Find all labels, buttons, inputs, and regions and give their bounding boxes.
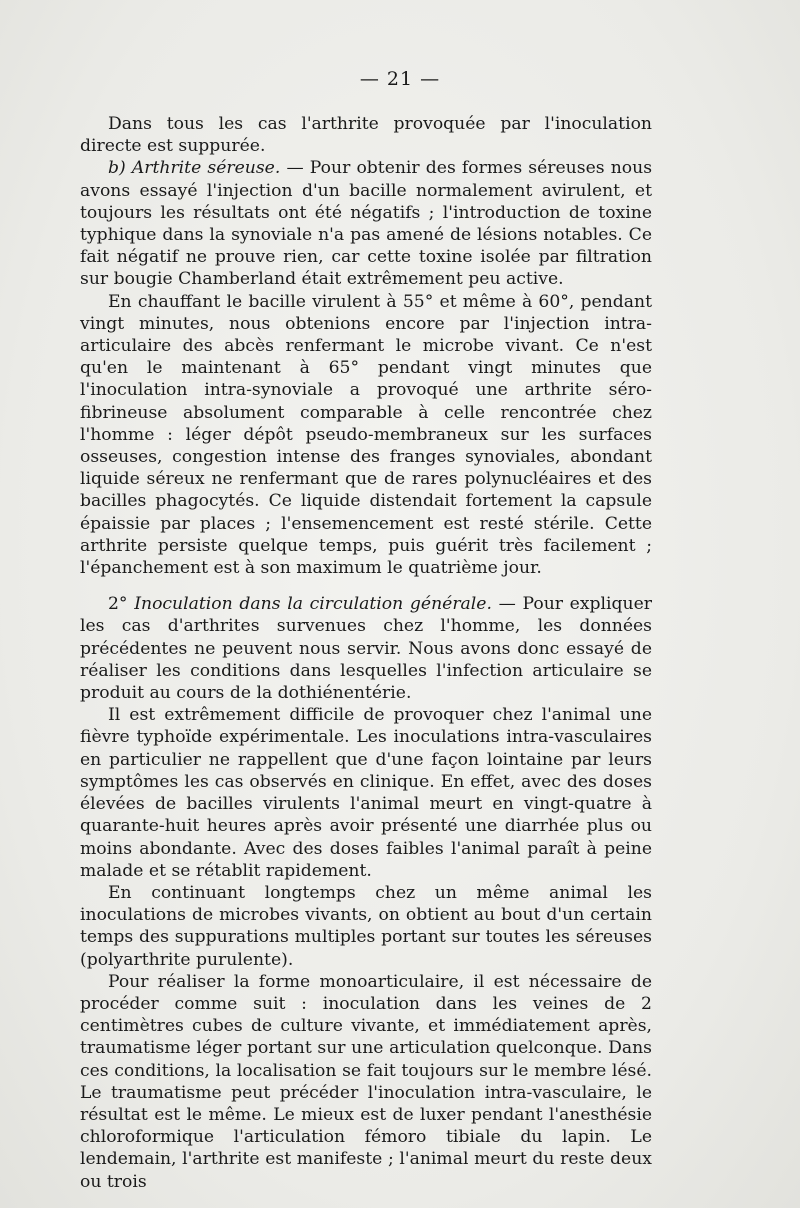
paragraph-4: [80, 593, 652, 704]
paragraph-4-text: — Pour expliquer les cas d'arthrites survenues chez l'homme, les données précédentes ne peuvent nous servir. Nous avons donc essayé de réaliser les conditions dans lesquelles l'infection articulaire se produit au cours de la dothiénentérie.: [80, 594, 652, 704]
paragraph-6: [80, 882, 652, 971]
paragraph-2: [80, 157, 652, 290]
paragraph-3: [80, 291, 652, 580]
paragraph-1-text: Dans tous les cas l'arthrite provoquée par l'inoculation directe est suppurée.: [80, 114, 652, 157]
paragraph-5: [80, 704, 652, 882]
section-heading-arthrite-sereuse: b) Arthrite séreuse.: [108, 158, 281, 179]
paragraph-5-text: Il est extrêmement difficile de provoquer chez l'animal une fièvre typhoïde expérimentale. Les inoculations intra-vasculaires en particulier ne rappellent que d'une façon lointaine par leurs symptômes les cas observés en clinique. En effet, avec des doses élevées de bacilles virulents l'animal meurt en vingt-quatre à quarante-huit heures après avoir présenté une diarrhée plus ou moins abondante. Avec des doses faibles l'animal paraît à peine malade et se rétablit rapidement.: [80, 705, 652, 881]
paragraph-7: [80, 971, 652, 1193]
paragraph-7-text: Pour réaliser la forme monoarticulaire, il est nécessaire de procéder comme suit : inoculation dans les veines de 2 centimètres cubes de culture vivante, et immédiatement après, traumatisme léger portant sur une articulation quelconque. Dans ces conditions, la localisation se fait toujours sur le membre lésé. Le traumatisme peut précéder l'inoculation intra-vasculaire, le résultat est le même. Le mieux est de luxer pendant l'anesthésie chloroformique l'articulation fémoro tibiale du lapin. Le lendemain, l'arthrite est manifeste ; l'animal meurt du reste deux ou trois: [80, 971, 652, 1192]
paragraph-2-text: — Pour obtenir des formes séreuses nous avons essayé l'injection d'un bacille normalement avirulent, et toujours les résultats ont été négatifs ; l'introduction de toxine typhique dans la synoviale n'a pas amené de lésions notables. Ce fait négatif ne prouve rien, car cette toxine isolée par filtration sur bougie Chamberland était extrêmement peu active.: [80, 158, 653, 290]
page-number: — 21 —: [359, 68, 441, 90]
section-number: 2°: [108, 594, 128, 615]
paragraph-1: [80, 113, 652, 157]
paragraph-6-text: En continuant longtemps chez un même animal les inoculations de microbes vivants, on obtient au bout d'un certain temps des suppurations multiples portant sur toutes les séreuses (polyarthrite purulente).: [80, 882, 652, 970]
body-text: [80, 113, 652, 1193]
section-heading-inoculation-circulation: Inoculation dans la circulation générale.: [134, 594, 492, 615]
paragraph-3-text: En chauffant le bacille virulent à 55° et même à 60°, pendant vingt minutes, nous obtenions encore par l'injection intra-articulaire des abcès renfermant le microbe vivant. Ce n'est qu'en le maintenant à 65° pendant vingt minutes que l'inoculation intra-synoviale a provoqué une arthrite séro-fibrineuse absolument comparable à celle rencontrée chez l'homme : léger dépôt pseudo-membraneux sur les surfaces osseuses, congestion intense des franges synoviales, abondant liquide séreux ne renfermant que de rares polynucléaires et des bacilles phagocytés. Ce liquide distendait fortement la capsule épaissie par places ; l'ensemencement est resté stérile. Cette arthrite persiste quelque temps, puis guérit très facilement ; l'épanchement est à son maximum le quatrième jour.: [80, 291, 652, 579]
